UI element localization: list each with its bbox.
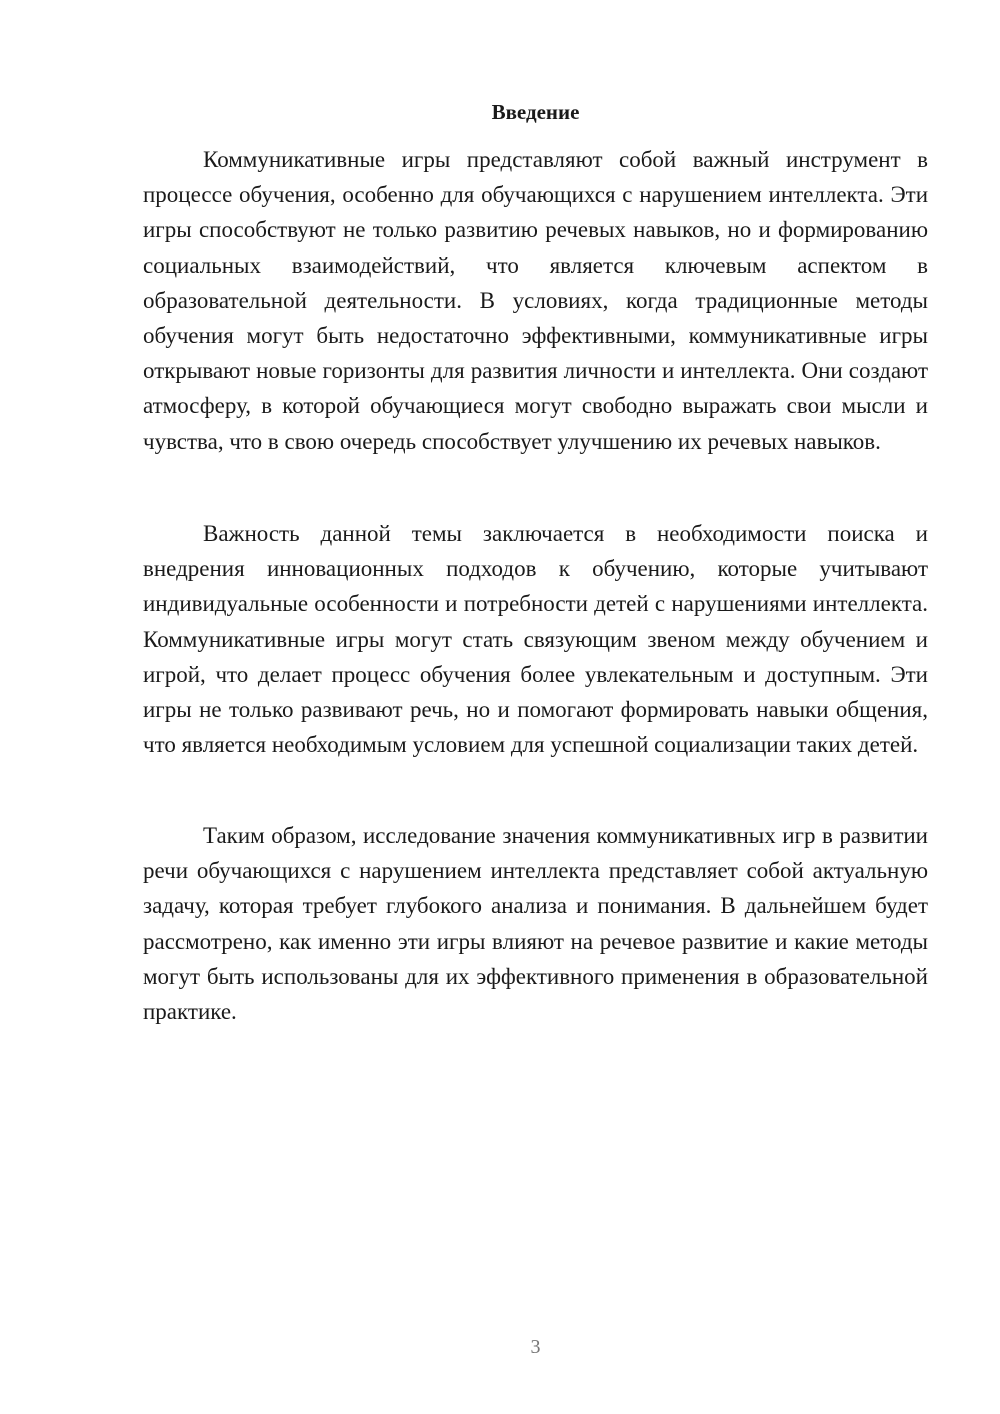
paragraph-3: Таким образом, исследование значения коммуникативных игр в развитии речи обучающихся с нарушением интеллекта представляет собой актуальную задачу, которая требует глубокого анализа и понимания. В дальнейшем будет рассмотрено, как именно эти игры влияют на речевое развитие и какие методы могут быть использованы для их эффективного применения в образовательной практике. xyxy=(143,823,928,1025)
section-title: Введение xyxy=(491,100,580,124)
page-number: 3 xyxy=(530,1336,541,1358)
document-page xyxy=(143,0,928,1414)
paragraph-2: Важность данной темы заключается в необходимости поиска и внедрения инновационных подходов к обучению, которые учитывают индивидуальные особенности и потребности детей с нарушениями интеллекта. Коммуникативные игры могут стать связующим звеном между обучением и игрой, что делает процесс обучения более увлекательным и доступным. Эти игры не только развивают речь, но и помогают формировать навыки общения, что является необходимым условием для успешной социализации таких детей. xyxy=(143,521,928,758)
paragraph-1: Коммуникативные игры представляют собой важный инструмент в процессе обучения, особенно для обучающихся с нарушением интеллекта. Эти игры способствуют не только развитию речевых навыков, но и формированию социальных взаимодействий, что является ключевым аспектом в образовательной деятельности. В условиях, когда традиционные методы обучения могут быть недостаточно эффективными, коммуникативные игры открывают новые горизонты для развития личности и интеллекта. Они создают атмосферу, в которой обучающиеся могут свободно выражать свои мысли и чувства, что в свою очередь способствует улучшению их речевых навыков. xyxy=(143,147,928,454)
